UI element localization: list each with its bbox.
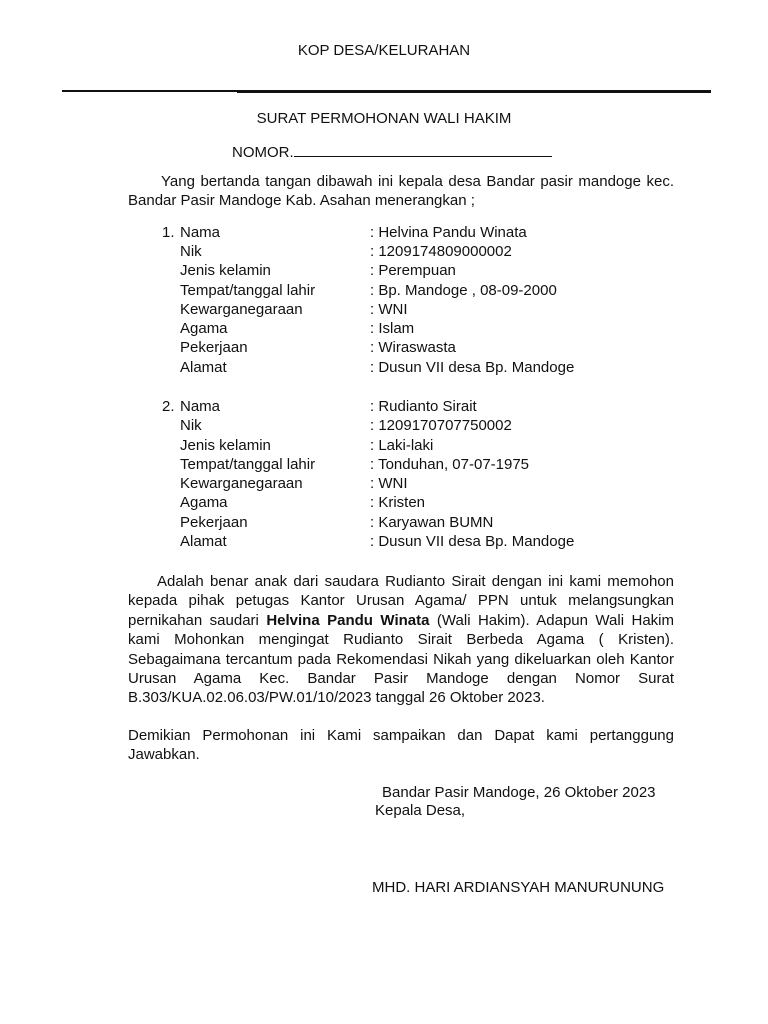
person-2-label-pekerjaan: Pekerjaan	[180, 514, 248, 531]
person-2-value-nama: : Rudianto Sirait	[370, 398, 477, 415]
person-2-value-jenis-kelamin: : Laki-laki	[370, 437, 434, 454]
person-2-label-kewarganegaraan: Kewarganegaraan	[180, 475, 303, 492]
letter-number-blank	[294, 142, 552, 157]
person-2-value-alamat: : Dusun VII desa Bp. Mandoge	[370, 533, 575, 550]
person-1-label-jenis-kelamin: Jenis kelamin	[180, 262, 271, 279]
person-1-label-alamat: Alamat	[180, 359, 227, 376]
person-1-value-ttl: : Bp. Mandoge , 08-09-2000	[370, 282, 557, 299]
letterhead-title: KOP DESA/KELURAHAN	[297, 42, 471, 59]
body-text-part2: (Wali Hakim). Adapun Wali Hakim kami Mohonkan mengingat Rudianto Sirait Berbeda Agama ( Kristen). Sebagaimana tercantum pada Rekomendasi Nikah yang dikeluarkan oleh Kantor Urusan Agama Kec. Bandar Pasir Mandoge dengan Nomor Surat B.303/KUA.02.06.03/PW.01/10/2023 tanggal 26 Oktober 2023.	[128, 611, 674, 707]
person-2-label-nama: Nama	[180, 398, 221, 415]
person-2-value-agama: : Kristen	[370, 494, 426, 511]
letterhead-rule-thick	[237, 90, 711, 93]
person-2-label-jenis-kelamin: Jenis kelamin	[180, 437, 271, 454]
intro-paragraph	[128, 172, 674, 211]
person-1-value-agama: : Islam	[370, 320, 415, 337]
person-2-label-agama: Agama	[180, 494, 228, 511]
letter-number-label: NOMOR.	[232, 144, 294, 161]
person-2-value-nik: : 1209170707750002	[370, 417, 512, 434]
person-2-value-ttl: : Tonduhan, 07-07-1975	[370, 456, 530, 473]
person-1-value-alamat: : Dusun VII desa Bp. Mandoge	[370, 359, 575, 376]
signature-role: Kepala Desa,	[375, 802, 466, 819]
person-2-number: 2.	[162, 398, 175, 415]
signature-name: MHD. HARI ARDIANSYAH MANURUNUNG	[372, 879, 665, 896]
person-1-label-nik: Nik	[180, 243, 202, 260]
person-2-label-nik: Nik	[180, 417, 202, 434]
person-2-value-kewarganegaraan: : WNI	[370, 475, 408, 492]
person-1-value-jenis-kelamin: : Perempuan	[370, 262, 456, 279]
person-2-label-ttl: Tempat/tanggal lahir	[180, 456, 316, 473]
person-1-value-kewarganegaraan: : WNI	[370, 301, 408, 318]
body-paragraph	[128, 572, 674, 708]
letter-number	[232, 142, 552, 161]
person-1-label-nama: Nama	[180, 224, 221, 241]
person-2-value-pekerjaan: : Karyawan BUMN	[370, 514, 494, 531]
person-1-label-pekerjaan: Pekerjaan	[180, 339, 248, 356]
person-1-number: 1.	[162, 224, 175, 241]
person-1-value-nik: : 1209174809000002	[370, 243, 512, 260]
signature-place-date: Bandar Pasir Mandoge, 26 Oktober 2023	[382, 784, 656, 801]
person-1-value-nama: : Helvina Pandu Winata	[370, 224, 527, 241]
body-text-part1: Adalah benar anak dari saudara Rudianto Sirait dengan ini kami memohon kepada pihak petugas Kantor Urusan Agama/ PPN untuk melangsungkan pernikahan saudari	[128, 573, 674, 629]
letterhead-rule-thin	[62, 90, 237, 92]
closing-paragraph: Demikian Permohonan ini Kami sampaikan dan Dapat kami pertanggung Jawabkan.	[128, 727, 674, 764]
person-2-label-alamat: Alamat	[180, 533, 227, 550]
letter-title: SURAT PERMOHONAN WALI HAKIM	[256, 110, 512, 127]
person-1-label-agama: Agama	[180, 320, 228, 337]
person-1-value-pekerjaan: : Wiraswasta	[370, 339, 456, 356]
person-1-label-ttl: Tempat/tanggal lahir	[180, 282, 316, 299]
body-bold-name: Helvina Pandu Winata	[266, 611, 430, 629]
intro-text: Yang bertanda tangan dibawah ini kepala desa Bandar pasir mandoge kec. Bandar Pasir Mandoge Kab. Asahan menerangkan ;	[128, 173, 674, 210]
person-1-label-kewarganegaraan: Kewarganegaraan	[180, 301, 303, 318]
